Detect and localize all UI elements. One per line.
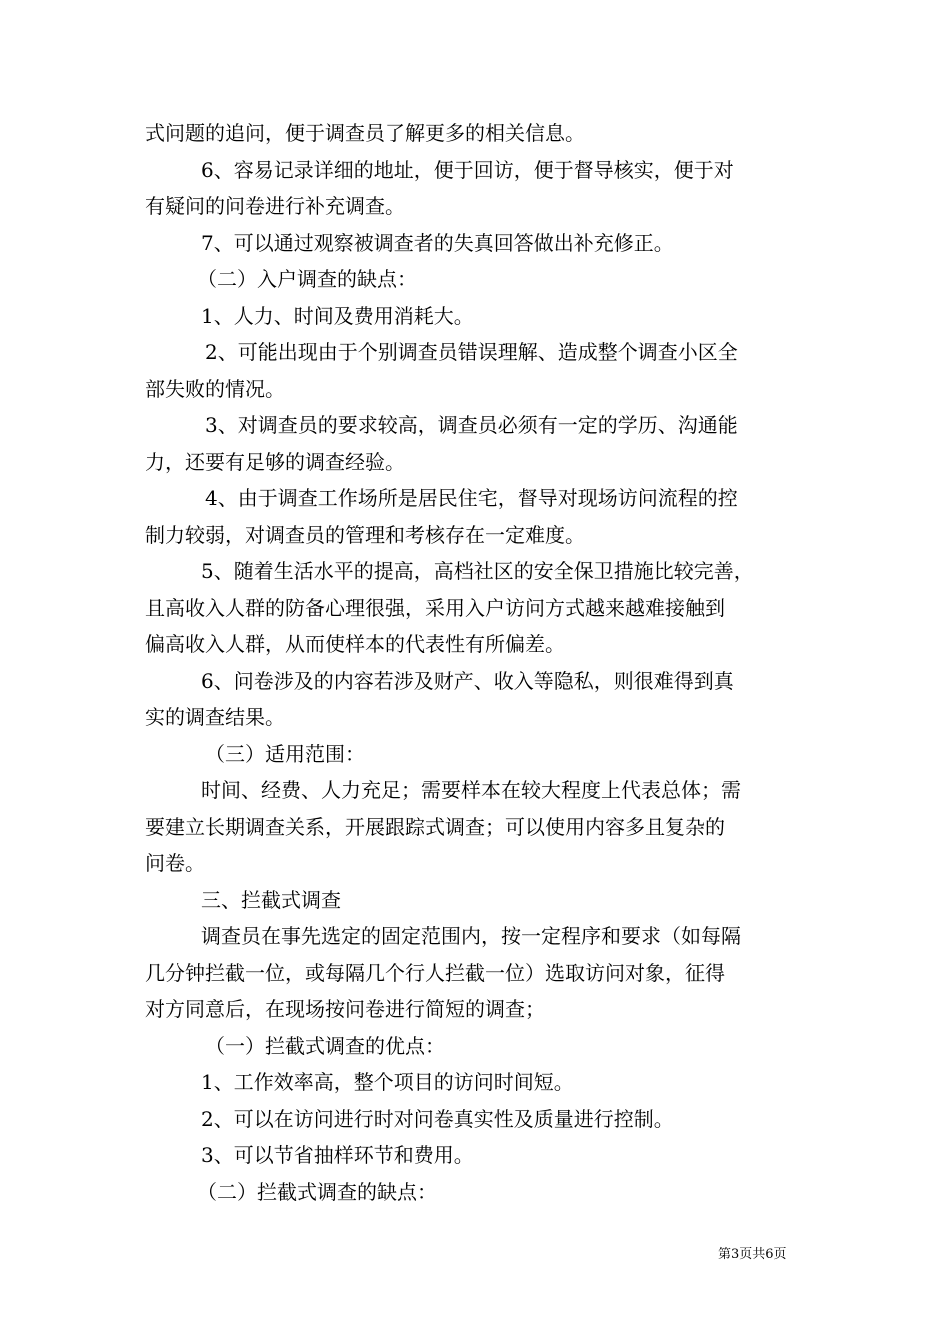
- text-line-3: 有疑问的问卷进行补充调查。: [145, 194, 405, 218]
- text-line-6: 1、人力、时间及费用消耗大。: [201, 303, 474, 328]
- text-line-16: 6、问卷涉及的内容若涉及财产、收入等隐私，则很难得到真: [201, 668, 734, 693]
- text-line-27: 1、工作效率高，整个项目的访问时间短。: [201, 1070, 574, 1094]
- section-heading-intercept-survey: 三、拦截式调查: [201, 887, 341, 912]
- text-line-2: 6、容易记录详细的地址，便于回访，便于督导核实，便于对: [201, 157, 734, 182]
- text-line-15: 偏高收入人群，从而使样本的代表性有所偏差。: [145, 632, 565, 656]
- text-line-19: 时间、经费、人力充足；需要样本在较大程度上代表总体；需: [201, 778, 741, 802]
- text-line-12: 制力较弱，对调查员的管理和考核存在一定难度。: [145, 522, 585, 547]
- section-heading-intercept-advantages: （一）拦截式调查的优点：: [205, 1033, 445, 1058]
- text-line-29: 3、可以节省抽样环节和费用。: [201, 1143, 474, 1167]
- text-line-13: 5、随着生活水平的提高，高档社区的安全保卫措施比较完善，: [201, 559, 754, 583]
- text-line-14: 且高收入人群的防备心理很强，采用入户访问方式越来越难接触到: [145, 595, 725, 620]
- text-line-10: 力，还要有足够的调查经验。: [145, 449, 405, 474]
- text-line-21: 问卷。: [145, 851, 205, 875]
- section-heading-scope: （三）适用范围：: [205, 741, 365, 766]
- text-line-9: 3、对调查员的要求较高，调查员必须有一定的学历、沟通能: [205, 413, 738, 437]
- text-line-1: 式问题的追问，便于调查员了解更多的相关信息。: [145, 121, 585, 145]
- page-number: 第3页共6页: [718, 1247, 787, 1262]
- text-line-4: 7、可以通过观察被调查者的失真回答做出补充修正。: [201, 230, 674, 255]
- text-line-28: 2、可以在访问进行时对问卷真实性及质量进行控制。: [201, 1106, 674, 1131]
- text-line-17: 实的调查结果。: [145, 705, 285, 729]
- text-line-20: 要建立长期调查关系，开展跟踪式调查；可以使用内容多且复杂的: [145, 814, 725, 839]
- text-line-25: 对方同意后，在现场按问卷进行简短的调查；: [145, 997, 545, 1021]
- text-line-11: 4、由于调查工作场所是居民住宅，督导对现场访问流程的控: [205, 486, 738, 510]
- text-line-23: 调查员在事先选定的固定范围内，按一定程序和要求（如每隔: [201, 924, 741, 948]
- text-line-7: 2、可能出现由于个别调查员错误理解、造成整个调查小区全: [205, 340, 738, 364]
- section-heading-intercept-disadvantages: （二）拦截式调查的缺点：: [197, 1179, 437, 1204]
- section-heading-household-disadvantages: （二）入户调查的缺点：: [197, 267, 417, 291]
- text-line-8: 部失败的情况。: [145, 376, 285, 401]
- document-body: [145, 115, 815, 1210]
- text-line-24: 几分钟拦截一位，或每隔几个行人拦截一位）选取访问对象，征得: [145, 960, 725, 985]
